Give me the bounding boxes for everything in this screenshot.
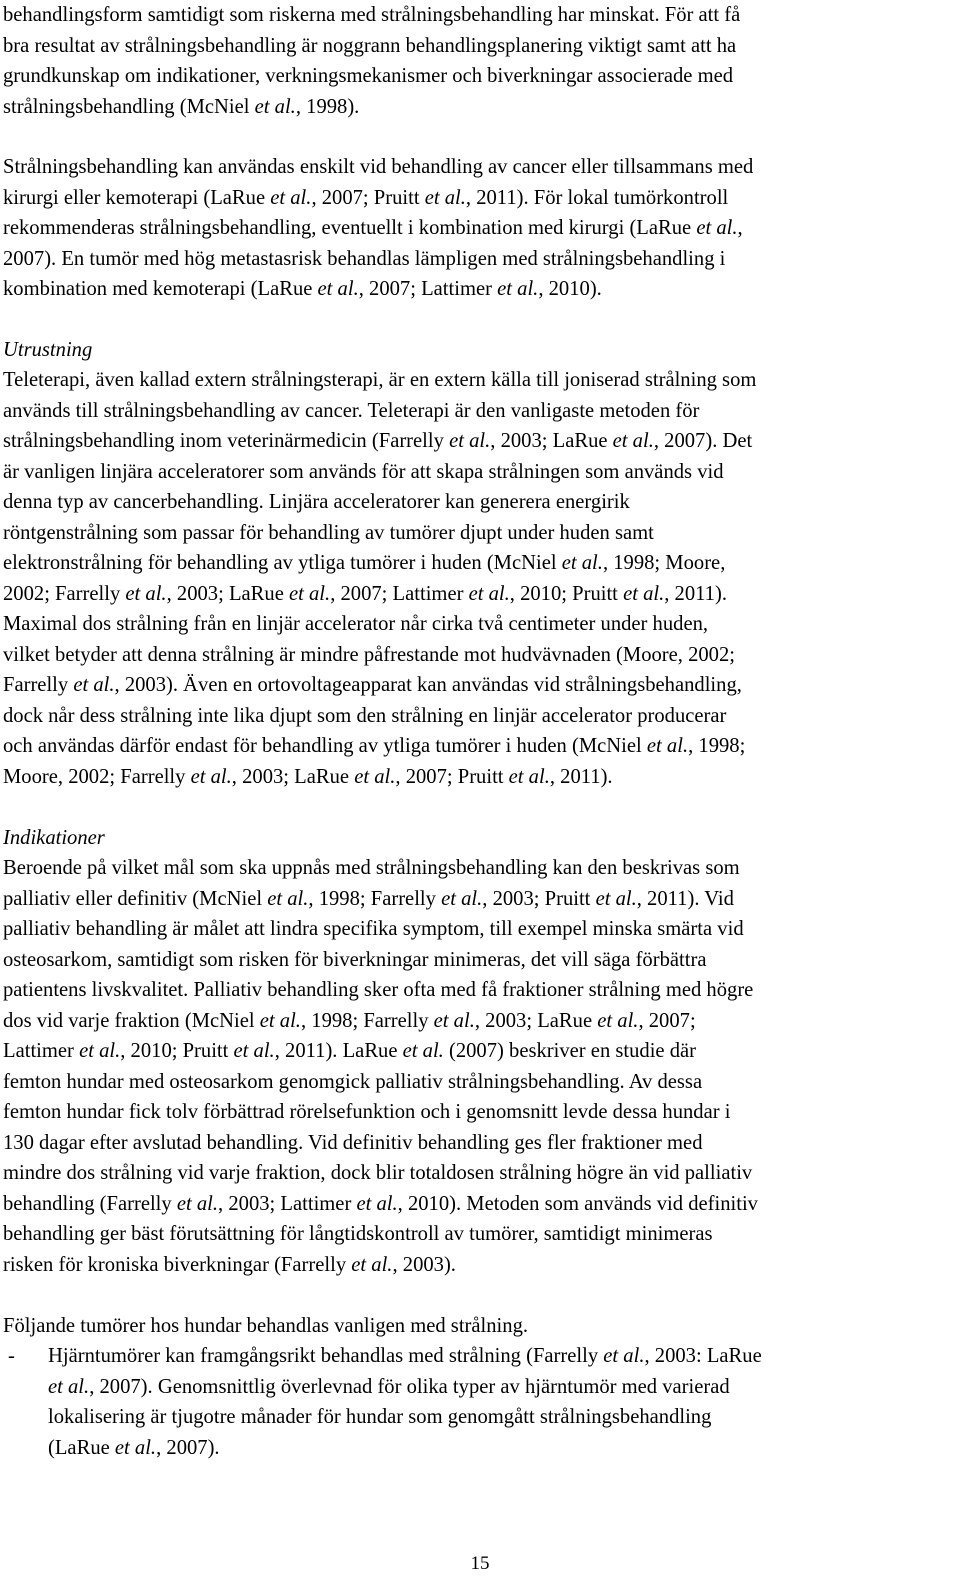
list-bullet: -: [8, 1345, 15, 1367]
paragraph-intro-continuation: behandlingsform samtidigt som riskerna med strålningsbehandling har minskat. För att få bra resultat av strålningsbehandling är noggrann behandlingsplanering viktigt samt att ha grundkunskap om indikationer, verkningsmekanismer och biverkningar associerade med strålningsbehandling (McNiel et al., 1998).: [3, 4, 741, 118]
paragraph-teleterapi: Teleterapi, även kallad extern strålningsterapi, är en extern källa till joniserad strålning som används till strålningsbehandling av cancer. Teleterapi är den vanligaste metoden för strålningsbehandling inom veterinärmedicin (Farrelly et al., 2003; LaRue et al., 2007). Det är vanligen linjära acceleratorer som används för att skapa strålningen som används vid denna typ av cancerbehandling. Linjära acceleratorer kan generera energirik röntgenstrålning som passar för behandling av tumörer djupt under huden samt elektronstrålning för behandling av ytliga tumörer i huden (McNiel et al., 1998; Moore, 2002; Farrelly et al., 2003; LaRue et al., 2007; Lattimer et al., 2010; Pruitt et al., 2011). Maximal dos strålning från en linjär accelerator når cirka två centimeter under huden, vilket betyder att denna strålning är mindre påfrestande mot hudvävnaden (Moore, 2002; Farrelly et al., 2003). Även en ortovoltageapparat kan användas vid strålningsbehandling, dock når dess strålning inte lika djupt som den strålning en linjär accelerator producerar och användas därför endast för behandling av ytliga tumörer i huden (McNiel et al., 1998; Moore, 2002; Farrelly et al., 2003; LaRue et al., 2007; Pruitt et al., 2011).: [3, 369, 757, 788]
paragraph-combination-treatment: Strålningsbehandling kan användas enskilt vid behandling av cancer eller tillsammans med kirurgi eller kemoterapi (LaRue et al., 2007; Pruitt et al., 2011). För lokal tumörkontroll rekommenderas strålningsbehandling, eventuellt i kombination med kirurgi (LaRue et al., 2007). En tumör med hög metastasrisk behandlas lämpligen med strålningsbehandling i kombination med kemoterapi (LaRue et al., 2007; Lattimer et al., 2010).: [3, 156, 754, 300]
page-number: 15: [470, 1553, 490, 1574]
heading-indikationer: Indikationer: [3, 827, 105, 849]
paragraph-palliativ-definitiv: Beroende på vilket mål som ska uppnås med strålningsbehandling kan den beskrivas som palliativ eller definitiv (McNiel et al., 1998; Farrelly et al., 2003; Pruitt et al., 2011). Vid palliativ behandling är målet att lindra specifika symptom, till exempel minska smärta vid osteosarkom, samtidigt som risken för biverkningar minimeras, det vill säga förbättra patientens livskvalitet. Palliativ behandling sker ofta med få fraktioner strålning med högre dos vid varje fraktion (McNiel et al., 1998; Farrelly et al., 2003; LaRue et al., 2007; Lattimer et al., 2010; Pruitt et al., 2011). LaRue et al. (2007) beskriver en studie där femton hundar med osteosarkom genomgick palliativ strålningsbehandling. Av dessa femton hundar fick tolv förbättrad rörelsefunktion och i genomsnitt levde dessa hundar i 130 dagar efter avslutad behandling. Vid definitiv behandling ges fler fraktioner med mindre dos strålning vid varje fraktion, dock blir totaldosen strålning högre än vid palliativ behandling (Farrelly et al., 2003; Lattimer et al., 2010). Metoden som används vid definitiv behandling ger bäst förutsättning för långtidskontroll av tumörer, samtidigt minimeras risken för kroniska biverkningar (Farrelly et al., 2003).: [3, 857, 758, 1276]
paragraph-tumor-list-intro: Följande tumörer hos hundar behandlas vanligen med strålning.: [3, 1315, 529, 1337]
heading-utrustning: Utrustning: [3, 339, 93, 361]
list-item-text: Hjärntumörer kan framgångsrikt behandlas med strålning (Farrelly et al., 2003: LaRue et al., 2007). Genomsnittlig överlevnad för olika typer av hjärntumör med varierad lokalisering är tjugotre månader för hundar som genomgått strålningsbehandling (LaRue et al., 2007).: [48, 1345, 762, 1459]
